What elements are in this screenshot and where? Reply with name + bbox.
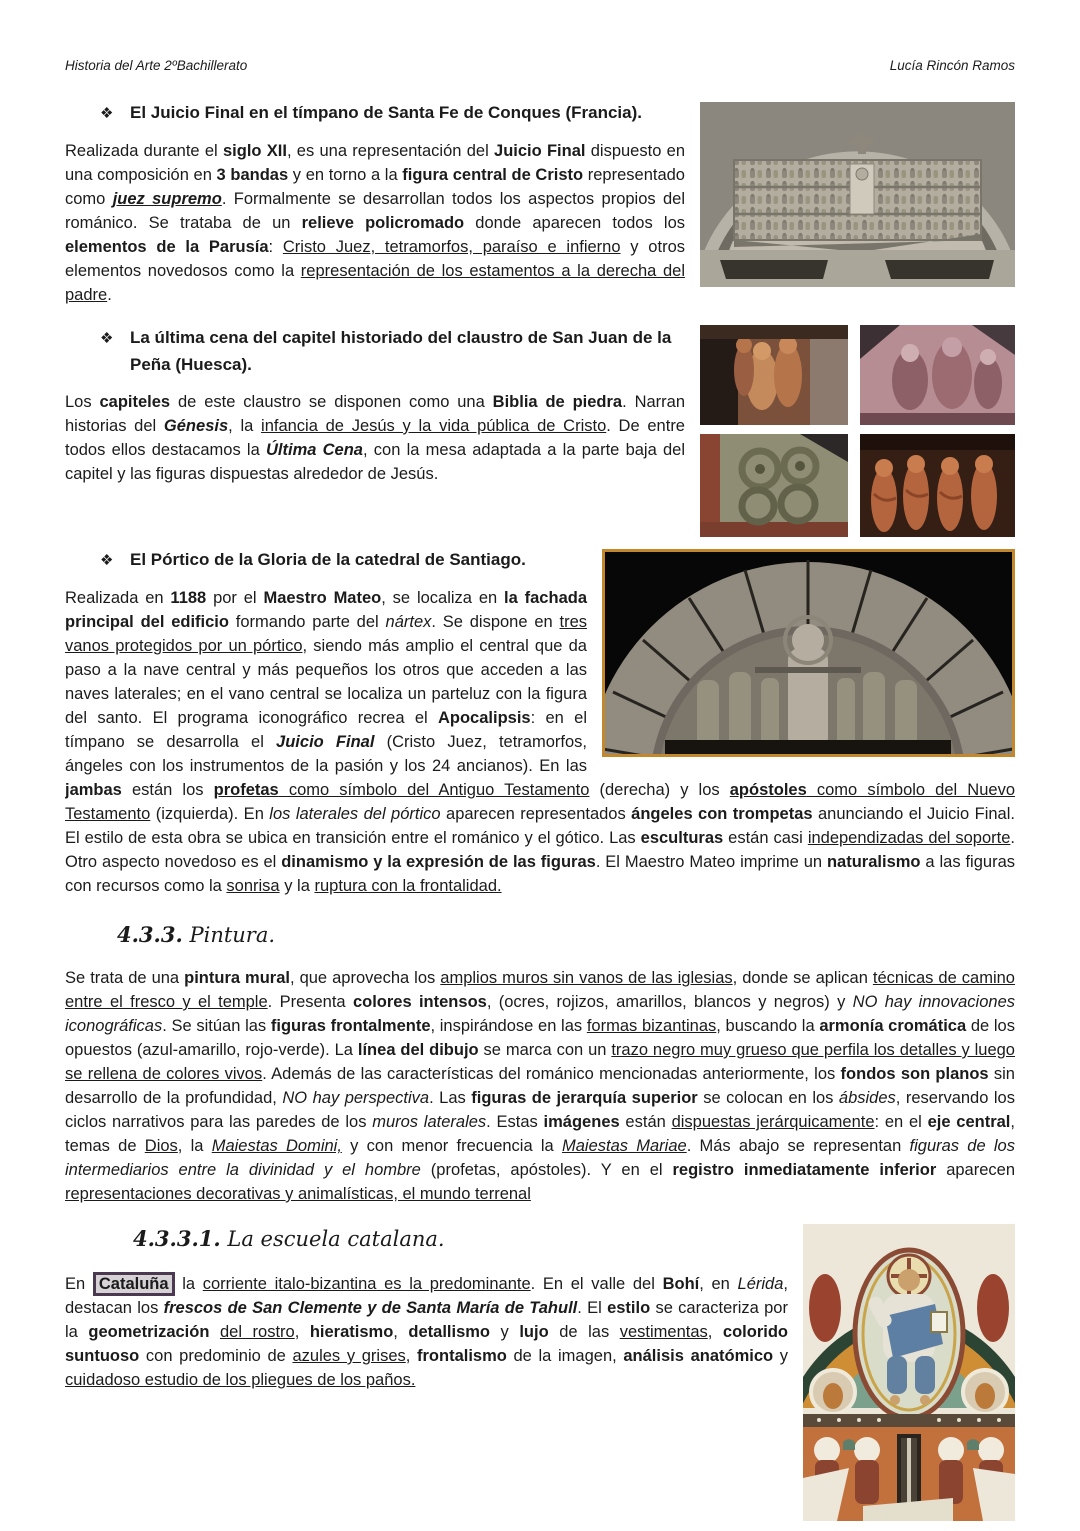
text-run: aparecen [936,1161,1015,1179]
text-run: , en [699,1275,738,1293]
text-run: Juicio Final [494,142,586,160]
text-run: 1188 [170,589,207,607]
text-run: lujo [519,1323,549,1341]
text-run: y con menor frecuencia la [341,1137,562,1155]
text-run: sonrisa [226,877,280,895]
text-run [209,1323,220,1341]
section-pintura [65,916,1015,1224]
text-run: imágenes [543,1113,620,1131]
text-run: . Otro aspecto novedoso es el [65,829,1015,871]
text-run: Lérida [737,1275,784,1293]
text-run: de los opuestos (azul-amarillo, rojo-verde). La [65,1017,1015,1059]
text-run: pintura mural [184,969,290,987]
header-author: Lucía Rincón Ramos [889,58,1015,73]
text-run: dinamismo y la expresión de las figuras [281,853,596,871]
text-run: ábsides [838,1089,896,1107]
text-run: (profetas, apóstoles). Y en el [420,1161,673,1179]
text-run: , [707,1323,723,1341]
text-run: Se trata de una [65,969,185,987]
text-run: análisis anatómico [623,1347,774,1365]
text-run: (Cristo Juez, tetramorfos, ángeles con los instrumentos de la pasión y los 24 ancianos). En las [65,733,587,775]
text-run: . [107,286,112,304]
text-run: . El [577,1299,608,1317]
text-run: están [619,1113,672,1131]
heading-pintura-title: Pintura. [189,923,276,947]
text-run: figuras de los intermediarios entre la divinidad y el hombre [65,1137,1015,1179]
text-run: vestimentas [619,1323,708,1341]
text-run: . Las [429,1089,472,1107]
text-run: , temas de [65,1113,1015,1155]
text-run: Los [65,393,100,411]
text-run: La última cena del capitel historiado del claustro de San Juan de la Peña (Huesca). [130,328,672,374]
photo-portico-gloria [602,549,1015,757]
text-run: , se localiza en [381,589,505,607]
text-run: con predominio de [139,1347,293,1365]
text-run: detallismo [408,1323,491,1341]
text-run: ruptura con la frontalidad. [314,877,502,895]
bullet-icon: ❖ [100,105,114,122]
text-run: estilo [607,1299,651,1317]
photo-capital-3 [700,434,848,537]
text-run: , con la mesa adaptada a la parte baja del capitel y las figuras dispuestas alrededor de Jesús. [65,441,685,483]
text-run: , destacan los [65,1275,789,1317]
text-run: representación de los estamentos a la derecha del padre [65,262,686,304]
photo-capital-2 [860,325,1015,425]
text-run: : en el tímpano se desarrolla el [65,709,587,751]
paragraph-pintura [65,966,1015,1206]
text-run: . De entre todos ellos destacamos la [65,417,685,459]
text-run: Génesis [163,417,229,435]
text-run: , [393,1323,409,1341]
text-run: registro inmediatamente inferior [672,1161,937,1179]
text-run: , donde se aplican [732,969,873,987]
text-run: juez supremo [112,190,222,208]
text-run: frontalismo [417,1347,507,1365]
text-run: , siendo más amplio el central que da paso a la nave central y más pequeños los otros que acceden a las naves laterales; en el vano central se localiza un parteluz con la figura del santo. El programa iconográfico recrea el [65,637,587,727]
text-run: colores intensos [352,993,487,1011]
text-run: línea del dibujo [357,1041,479,1059]
text-run: capiteles [99,393,171,411]
text-run: , [405,1347,417,1365]
text-run: profetas [213,781,279,799]
text-run: infancia de Jesús y la vida pública de Cristo [261,417,607,435]
bullet-icon: ❖ [100,552,114,569]
text-run: Maiestas Mariae [561,1137,687,1155]
text-run: naturalismo [826,853,921,871]
text-run: de este claustro se disponen como una [170,393,493,411]
text-run: cuidadoso estudio de los pliegues de los paños. [65,1371,416,1389]
text-run: : en el [874,1113,928,1131]
text-run: fondos son planos [840,1065,989,1083]
text-run: Cataluña [93,1272,175,1296]
text-run: como símbolo del Antiguo Testamento [278,781,590,799]
text-run: trazo negro muy grueso que perfila los detalles y luego se rellena de colores vivos [65,1041,1015,1083]
text-run: . Se sitúan las [162,1017,271,1035]
text-run: dispuestas jerárquicamente [671,1113,875,1131]
text-run: la [174,1275,203,1293]
section-conques [65,100,1015,325]
text-run: colorido suntuoso [65,1323,788,1365]
text-run: : [268,238,283,256]
text-run: están casi [723,829,808,847]
text-run: y en torno a la [288,166,403,184]
photo-capital-1 [700,325,848,425]
text-run: nártex [385,613,432,631]
text-run: de la imagen, [506,1347,624,1365]
bullet-icon: ❖ [100,330,114,347]
text-run: , [294,1323,310,1341]
photo-capital-4 [860,434,1015,537]
text-run: El Pórtico de la Gloria de la catedral de Santiago. [130,550,526,569]
text-run: eje central [927,1113,1011,1131]
text-run: relieve policromado [301,214,465,232]
text-run: corriente italo-bizantina es la predominante [202,1275,531,1293]
text-run: sin desarrollo de la profundidad, [65,1065,1015,1107]
text-run: apóstoles [729,781,807,799]
text-run: muros laterales [372,1113,487,1131]
heading-catalana-number: 4.3.3.1. [133,1226,221,1251]
text-run: a las figuras con recursos como la [65,853,1015,895]
text-run: Dios [144,1137,178,1155]
text-run: hieratismo [309,1323,394,1341]
heading-catalana-title: La escuela catalana. [227,1227,445,1251]
text-run: Última Cena [265,441,363,459]
text-run: El Juicio Final en el tímpano de Santa Fe de Conques (Francia). [130,103,642,122]
text-run: Apocalipsis [437,709,531,727]
text-run: aparecen representados [440,805,632,823]
text-run: , la [228,417,262,435]
heading-pintura-number: 4.3.3. [117,922,183,947]
heading-conques-text [130,103,642,122]
text-run: anunciando el Juicio Final. El estilo de esta obra se ubica en transición entre el románico y el gótico. Las [65,805,1015,847]
heading-portico-text [130,550,526,569]
section-portico [65,547,1015,916]
text-run: y la [279,877,315,895]
text-run: ángeles con trompetas [631,805,813,823]
text-run: armonía cromática [819,1017,967,1035]
photo-tympanum-conques [700,102,1015,287]
text-run: , que aprovecha los [289,969,441,987]
text-run: esculturas [640,829,724,847]
text-run: . En el valle del [530,1275,663,1293]
text-run: se caracteriza por la [65,1299,788,1341]
text-run: , la [177,1137,212,1155]
text-run: NO hay perspectiva [282,1089,430,1107]
text-run: . Presenta [267,993,353,1011]
text-run: del rostro [219,1323,295,1341]
text-run: . El Maestro Mateo imprime un [595,853,827,871]
text-run: representado como [65,166,685,208]
section-pena [65,325,1015,547]
text-run: Juicio Final [276,733,375,751]
text-run: . Se dispone en [431,613,560,631]
text-run: tres vanos protegidos por un pórtico [65,613,588,655]
text-run: representaciones decorativas y animalísticas, el mundo terrenal [65,1185,531,1203]
text-run: de las [548,1323,620,1341]
text-run: (izquierda). En [150,805,270,823]
photo-taull-fresco [803,1224,1015,1521]
text-run: NO hay innovaciones iconográficas [65,993,1015,1035]
text-run: y otros elementos novedosos como la [65,238,685,280]
text-run: figura central de Cristo [402,166,584,184]
text-run: , buscando la [716,1017,820,1035]
text-run: , reservando los ciclos narrativos para las paredes de los [65,1089,1015,1131]
text-run: geometrización [88,1323,210,1341]
text-run: frescos de San Clemente y de Santa María de Tahull [163,1299,578,1317]
text-run: donde aparecen todos los [464,214,686,232]
heading-pena-text [130,328,671,374]
text-run: Maiestas Domini, [211,1137,342,1155]
text-run: figuras frontalmente [270,1017,431,1035]
text-run: Realizada en [65,589,171,607]
text-run: . Narran historias del [65,393,685,435]
text-run: (derecha) y los [589,781,730,799]
text-run: se colocan en los [697,1089,839,1107]
text-run: y [490,1323,520,1341]
header-course: Historia del Arte 2ºBachillerato [65,58,248,73]
text-run: En [65,1275,93,1293]
heading-pintura [117,922,1015,948]
text-run: y [773,1347,789,1365]
text-run: Biblia de piedra [492,393,623,411]
text-run: técnicas de camino entre el fresco y el temple [65,969,1015,1011]
text-run: Maestro Mateo [263,589,382,607]
text-run: . Además de las características del románico mencionadas anteriormente, los [262,1065,841,1083]
text-run: siglo XII [223,142,287,160]
text-run: amplios muros sin vanos de las iglesias [440,969,733,987]
text-run: la fachada principal del edificio [65,589,587,631]
text-run: formas bizantinas [586,1017,717,1035]
text-run: formando parte del [228,613,386,631]
text-run: jambas [65,781,122,799]
photo-capitals-grid [700,325,1015,537]
text-run: por el [206,589,264,607]
text-run: . Formalmente se desarrollan todos los aspectos propios del románico. Se trataba de un [65,190,685,232]
text-run: , (ocres, rojizos, amarillos, blancos y negros) y [486,993,853,1011]
text-run: dispuesto en una composición en [65,142,685,184]
text-run: se marca con un [478,1041,612,1059]
text-run: están los [121,781,214,799]
tympanum-illustration [700,102,1015,287]
text-run: elementos de la Parusía [65,238,269,256]
text-run: figuras de jerarquía superior [471,1089,698,1107]
text-run: independizadas del soporte [807,829,1011,847]
text-run: azules y grises [292,1347,406,1365]
text-run: como símbolo del Nuevo Testamento [65,781,1015,823]
text-run: los laterales del pórtico [269,805,441,823]
text-run: Bohí [662,1275,700,1293]
section-catalana [65,1224,1015,1531]
text-run: . Estas [486,1113,544,1131]
text-run: . Más abajo se representan [686,1137,910,1155]
text-run: Cristo Juez, tetramorfos, paraíso e infierno [282,238,621,256]
page-header [65,58,1015,74]
text-run: Realizada durante el [65,142,223,160]
text-run: , inspirándose en las [430,1017,587,1035]
text-run: 3 bandas [216,166,289,184]
text-run: , es una representación del [286,142,495,160]
